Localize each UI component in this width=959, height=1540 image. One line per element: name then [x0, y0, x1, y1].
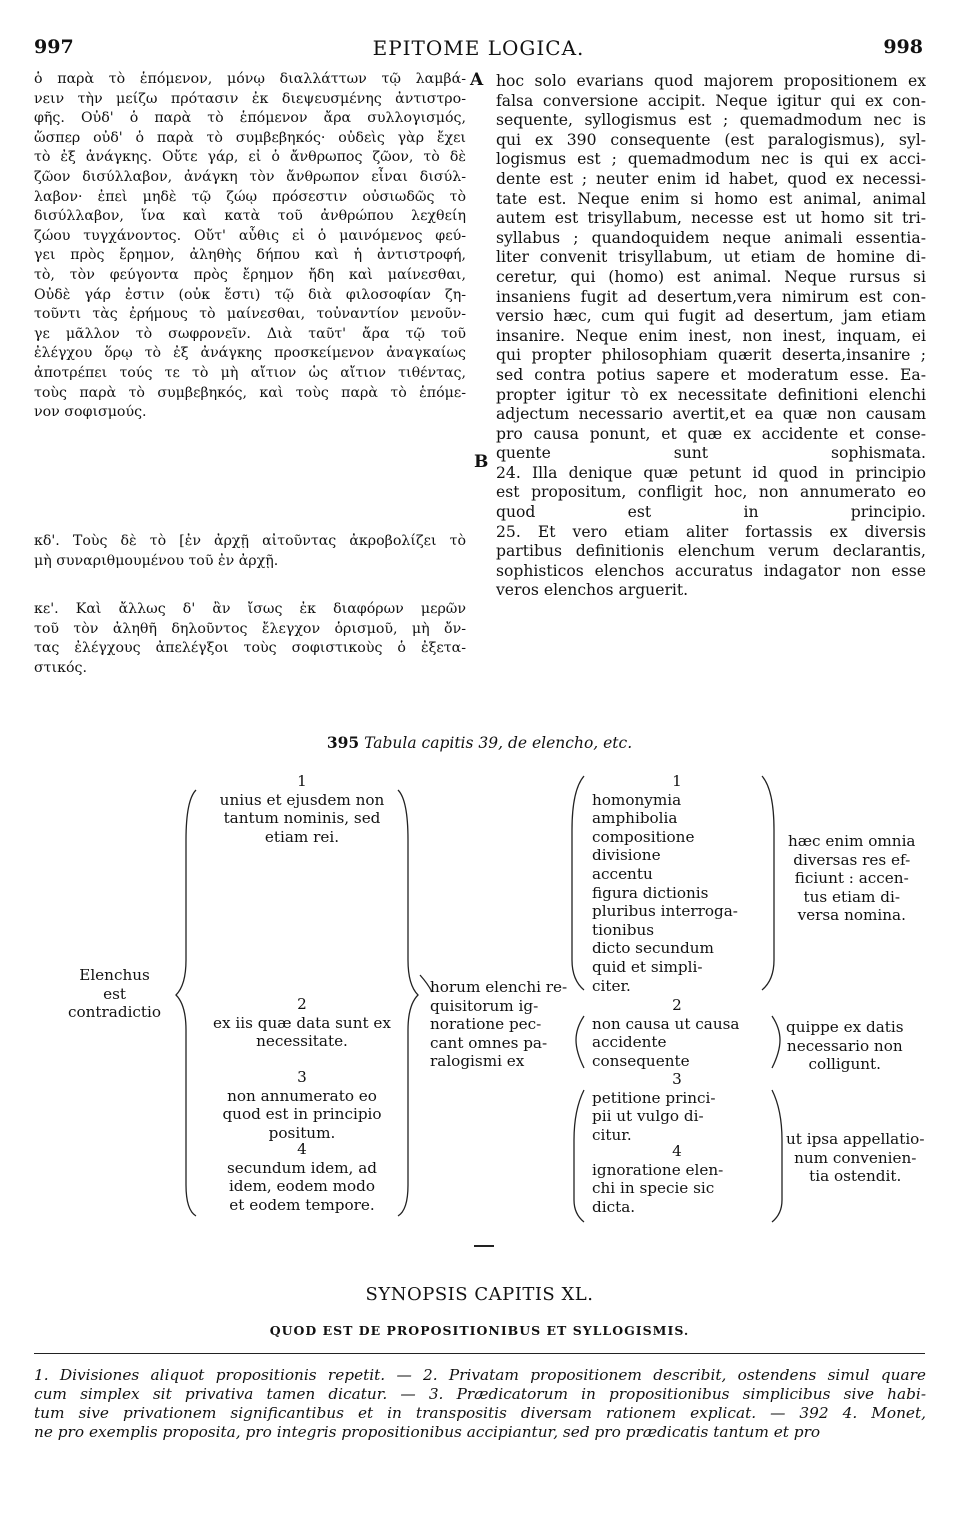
margin-letter-a: A [470, 70, 484, 90]
table-group-4 [198, 1140, 406, 1214]
latin-line: versio hæc, cum qui fugit ad desertum, jam etiam [496, 307, 926, 326]
greek-line: φῆς. Οὐδ' ὁ παρὰ τὸ ἑπόμενον ἄρα συλλογισμός, [34, 110, 466, 127]
greek-para-24 [34, 532, 466, 571]
table-note-line: necessario non [786, 1036, 903, 1055]
table-number: 395 [326, 733, 360, 752]
table-middle [430, 978, 567, 1071]
running-header [34, 36, 923, 62]
table-cell-line: citur. [592, 1125, 632, 1144]
latin-column [496, 72, 926, 601]
fallacy-2-note [786, 1018, 904, 1074]
synopsis-subtitle: QUOD EST DE PROPOSITIONIBUS ET SYLLOGISMIS. [269, 1323, 690, 1338]
fallacy-34-note [786, 1130, 924, 1186]
page-number-left: 997 [34, 36, 74, 58]
greek-para-25 [34, 600, 466, 678]
greek-line: τοὺς παρὰ τὸ συμβεβηκός, καὶ τοὺς παρὰ τὸ ἑπόμε- [34, 384, 466, 401]
table-cell-line: idem, eodem modo [228, 1177, 376, 1196]
greek-line: κε'. Καὶ ἄλλως δ' ἂν ἴσως ἐκ διαφόρων μερῶν [34, 601, 466, 617]
table-group-3 [198, 1068, 406, 1142]
latin-line: qui propter philosophiam quærit deserta,insanire ; [496, 346, 926, 365]
table-cell-line: amphibolia [592, 809, 678, 828]
table-cell-line: accidente [592, 1033, 667, 1052]
table-cell-line: tionibus [592, 920, 655, 939]
synopsis-line: cum simplex sit privativa tamen dicatur. — 3. Prædicatorum in propositionibus simplicibus sive habi- [34, 1385, 926, 1403]
table-cell-line: horum elenchi re- [430, 978, 568, 996]
table-cell-line: quod est in principio [222, 1105, 382, 1124]
table-cell-line: chi in specie sic [592, 1179, 715, 1198]
fallacy-group-3 [592, 1070, 762, 1144]
latin-line: sed contra potius sapere et moderatum esse. Ea- [496, 365, 926, 384]
greek-line: γε μᾶλλον τὸ σωφρονεῖν. Διὰ ταῦτ' ἄρα τῷ τοῦ [34, 325, 466, 342]
table-cell-line: cant omnes pa- [430, 1033, 548, 1052]
table-root-line: contradictio [68, 1003, 162, 1022]
margin-letter-b: B [474, 452, 489, 472]
greek-line: ὥσπερ οὐδ' ὁ παρὰ τὸ συμβεβηκός· οὐδεὶς γὰρ ἔχει [34, 129, 466, 146]
synopsis-line: tum sive privationem significantibus et in transpositis diversam rationem explicat. — 392 4. Monet, [34, 1404, 926, 1422]
latin-line: adjectum necessario avertit,et ea quæ non causam [496, 405, 926, 424]
table-group-2 [198, 995, 406, 1051]
table-title [0, 733, 959, 752]
group-1-number: 1 [297, 772, 307, 790]
table-cell-line: accentu [592, 864, 653, 883]
table-root-line: est [103, 984, 126, 1003]
synopsis-title: SYNOPSIS CAPITIS XL. [365, 1284, 594, 1305]
table-cell-line: dicta. [592, 1197, 636, 1216]
table-note-line: ut ipsa appellatio- [786, 1130, 925, 1148]
latin-line: partibus definitionis elenchum verum declarantis, [496, 542, 926, 561]
table-root [68, 966, 161, 1022]
table-cell-line: non annumerato eo [227, 1086, 377, 1105]
table-group-1 [198, 772, 406, 846]
table-root-line: Elenchus [79, 966, 150, 984]
table-cell-line: positum. [268, 1123, 336, 1142]
table-cell-line: et eodem tempore. [229, 1195, 375, 1214]
greek-line: ὁ παρὰ τὸ ἑπόμενον, μόνῳ διαλλάττων τῷ λαμβά- [34, 71, 466, 87]
latin-line: propter igitur τὸ ex necessitate definitioni elenchi [496, 385, 926, 404]
table-cell-line: ralogismi ex [430, 1052, 525, 1071]
latin-line: ceretur, qui (homo) est animal. Neque rursus si [496, 267, 926, 286]
group-2-number: 2 [297, 995, 307, 1013]
table-cell-line: ignoratione elen- [592, 1160, 724, 1179]
separator-dash [474, 1245, 494, 1247]
latin-line: quente sunt sophismata. [496, 444, 926, 463]
greek-line: τὸ ἐξ ἀνάγκης. Οὔτε γάρ, εἰ ὁ ἄνθρωπος ζῶον, τὸ δὲ [34, 149, 466, 166]
fallacy-1-note [788, 832, 916, 925]
table-note-line: tus etiam di- [803, 887, 900, 906]
table-cell-line: homonymia [592, 790, 682, 809]
latin-line: pro causa ponunt, et quæ ex accidente et conse- [496, 424, 926, 443]
greek-line: ἐλέγχου ὅρῳ τὸ ἐξ ἀνάγκης προσκείμενον ἀναγκαίως [34, 345, 466, 362]
table-cell-line: citer. [592, 976, 631, 995]
latin-line: quod est in principio. [496, 503, 926, 522]
table-cell-line: unius et ejusdem non [219, 790, 385, 809]
fallacy-2-number: 2 [672, 996, 682, 1014]
latin-line: sequente, syllogismus est ; quemadmodum nec is [496, 111, 926, 130]
fallacy-group-2 [592, 996, 762, 1070]
greek-line: νειν τὴν μείζω πρότασιν ἐκ διεψευσμένης ἀντιστρο- [34, 90, 466, 107]
table-note-line: ficiunt : accen- [794, 869, 909, 888]
table-note-line: diversas res ef- [793, 850, 911, 869]
synopsis-body [34, 1366, 926, 1442]
fallacy-1-number: 1 [672, 772, 682, 790]
latin-line: syllabus ; quandoquidem neque animali essentia- [496, 228, 926, 247]
table-cell-line: consequente [592, 1051, 690, 1070]
table-cell-line: necessitate. [256, 1032, 348, 1051]
latin-line: tate est. Neque enim si homo est animal, animal [496, 189, 926, 208]
fallacy-group-1 [592, 772, 762, 995]
greek-line: τὸ, τὸν φεύγοντα πρὸς ἔρημον ἤδη καὶ μαίνεσθαι, [34, 266, 466, 283]
table-cell-line: non causa ut causa [592, 1014, 740, 1033]
fallacy-4-number: 4 [672, 1142, 682, 1160]
greek-line: δισύλλαβον, ἵνα καὶ κατὰ τοῦ ἀνθρώπου λεχθείη [34, 208, 466, 225]
greek-column [34, 70, 466, 423]
table-cell-line: figura dictionis [592, 883, 709, 902]
table-note-line: hæc enim omnia [788, 832, 916, 850]
latin-line: insaniens fugit ad desertum,vera nimirum est con- [496, 287, 926, 306]
group-4-number: 4 [297, 1140, 307, 1158]
table-cell-line: divisione [592, 846, 661, 865]
table-cell-line: quisitorum ig- [430, 996, 539, 1015]
table-cell-line: pluribus interroga- [592, 902, 738, 921]
greek-line: ζῶον δισύλλαβον, ἀνάγκη τὸν ἄνθρωπον εἶναι δισύλ- [34, 168, 466, 185]
table-cell-line: secundum idem, ad [227, 1158, 377, 1177]
page-number-right: 998 [883, 36, 923, 58]
table-cell-line: dicto secundum [592, 939, 714, 958]
greek-line: κδ'. Τοὺς δὲ τὸ [ἐν ἀρχῇ αἰτοῦντας ἀκροβολίζει τὸ [34, 533, 466, 549]
latin-line: est propositum, confligit hoc, non annumerato eo [496, 483, 926, 502]
table-cell-line: tantum nominis, sed [223, 809, 381, 828]
table-note-line: tia ostendit. [809, 1167, 902, 1186]
greek-line: ζώου τυγχάνοντος. Οὔτ' αὖθις εἰ ὁ μαινόμενος φεύ- [34, 227, 466, 244]
table-note-line: num convenien- [794, 1148, 917, 1167]
table-cell-line: pii ut vulgo di- [592, 1107, 704, 1126]
greek-line: γει πρὸς ἔρημον, ἀληθὴς δήπου καὶ ἡ ἀντιστροφή, [34, 247, 466, 264]
greek-line: λαβον· ἐπεὶ μηδὲ τῷ ζώῳ πρόσεστιν οὐσιωδῶς τὸ [34, 188, 466, 205]
latin-line: veros elenchos arguerit. [496, 581, 689, 600]
latin-line: dente est ; neuter enim id habet, quod ex necessi- [496, 169, 926, 188]
table-cell-line: compositione [592, 827, 695, 846]
greek-line: Οὐδὲ γάρ ἐστιν (οὐκ ἔστι) τῷ διὰ φιλοσοφίαν ζη- [34, 286, 466, 303]
latin-line: hoc solo evarians quod majorem propositionem ex [496, 72, 926, 90]
greek-line: τοῦ τὸν ἀληθῆ δηλοῦντος ἔλεγχον ὁρισμοῦ, μὴ ὄν- [34, 620, 466, 637]
group-3-number: 3 [297, 1068, 307, 1086]
latin-line: autem est trisyllabum, necesse est ut homo sit tri- [496, 209, 926, 228]
greek-line: στικός. [34, 659, 87, 676]
greek-line: νον σοφισμούς. [34, 404, 147, 421]
greek-line: ἀποτρέπει τούς τε τὸ μὴ αἴτιον ὡς αἴτιον τιθέντας, [34, 364, 466, 381]
greek-line: τας ἐλέγχους ἀπελέγξοι τοὺς σοφιστικοὺς ὁ ἐξετα- [34, 640, 466, 657]
latin-line: falsa conversione accipit. Neque igitur qui ex con- [496, 91, 926, 110]
latin-line: sophisticos elenchos accuratus indagator non esse [496, 561, 926, 580]
latin-line: liter convenit trisyllabum, ut etiam de homine di- [496, 248, 926, 267]
table-note-line: colligunt. [808, 1055, 881, 1074]
table-cell-line: ex iis quæ data sunt ex [213, 1013, 391, 1032]
greek-line: τοῦντι τὰς ἐρήμους τὸ μαίνεσθαι, τοὐναντίον μενοῦν- [34, 306, 466, 323]
table-cell-line: quid et simpli- [592, 957, 703, 976]
table-cell-line: noratione pec- [430, 1015, 542, 1034]
greek-text [34, 70, 466, 423]
latin-line: qui ex 390 consequente (est paralogismus), syl- [496, 130, 926, 149]
table-title-text: Tabula capitis 39, de elencho, etc. [364, 734, 633, 752]
synopsis-line: ne pro exemplis proposita, pro integris propositionibus accipiantur, sed pro prædicatis tantum et pro [34, 1423, 821, 1441]
latin-line: 24. Illa denique quæ petunt id quod in principio [496, 463, 926, 482]
synopsis-line: 1. Divisiones aliquot propositionis repetit. — 2. Privatam propositionem describit, ostendens simul quare [34, 1366, 926, 1384]
latin-line: logismus est ; quemadmodum nec is qui ex acci- [496, 150, 926, 169]
latin-line: 25. Et vero etiam aliter fortassis ex diversis [496, 522, 926, 541]
latin-text [496, 72, 926, 601]
fallacy-group-4 [592, 1142, 762, 1216]
greek-line: μὴ συναριθμουμένου τοῦ ἐν ἀρχῇ. [34, 552, 279, 569]
table-note-line: versa nomina. [797, 906, 906, 925]
fallacy-3-number: 3 [672, 1070, 682, 1088]
table-cell-line: petitione princi- [592, 1088, 716, 1107]
table-cell-line: etiam rei. [264, 827, 340, 846]
running-title: EPITOME LOGICA. [372, 36, 585, 60]
synopsis-rule [34, 1353, 925, 1354]
latin-line: insanire. Neque enim inest, non inest, inquam, ei [496, 326, 926, 345]
table-note-line: quippe ex datis [786, 1018, 904, 1036]
